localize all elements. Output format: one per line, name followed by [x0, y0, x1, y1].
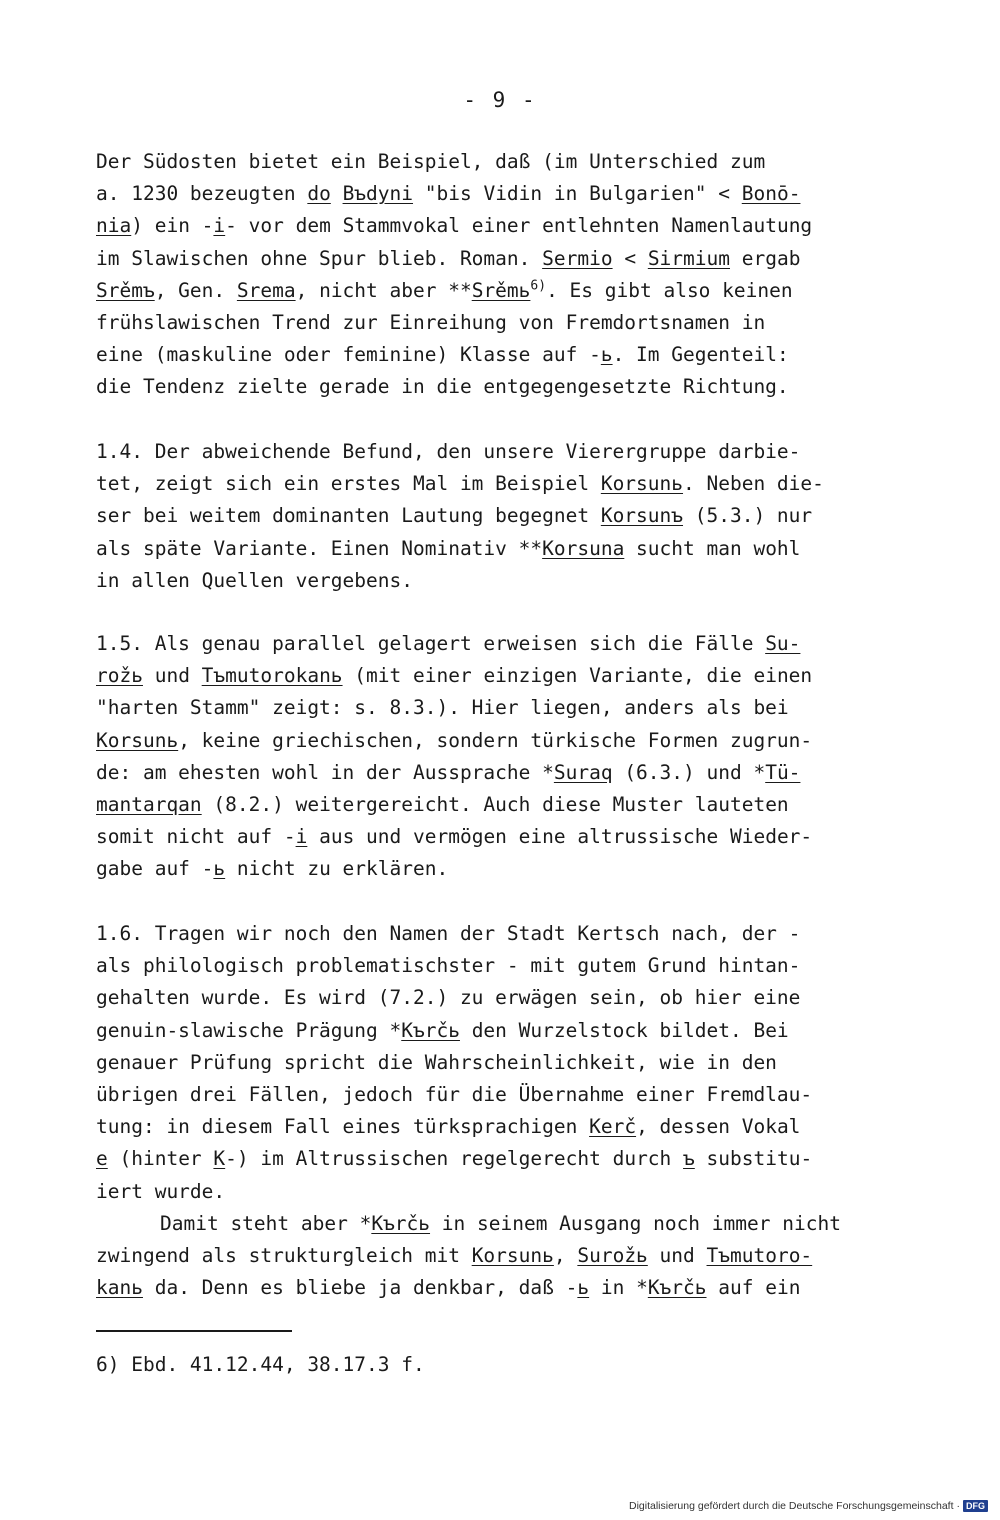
text-line [96, 178, 916, 210]
text-span: ergab [730, 246, 801, 270]
text-span: genauer Prüfung spricht die Wahrscheinlichkeit, wie in den [96, 1050, 777, 1074]
text-span: und [647, 1243, 707, 1267]
text-span: (5.3.) nur [683, 504, 813, 528]
text-line [96, 371, 916, 403]
text-span: , dessen Vokal [636, 1115, 801, 1139]
text-span: den Wurzelstock bildet. Bei [459, 1018, 789, 1042]
text-span: . Neben die- [683, 472, 824, 496]
cited-form: Korsuna [542, 536, 625, 560]
text-span: tet, zeigt sich ein erstes Mal im Beispiel [96, 472, 601, 496]
text-span: iert wurde. [96, 1179, 226, 1203]
cited-form: Bonō- [741, 182, 801, 206]
text-line [96, 660, 916, 692]
text-line [96, 1272, 916, 1304]
text-line [96, 533, 916, 565]
text-span: übrigen drei Fällen, jedoch für die Übernahme einer Fremdlau- [96, 1082, 813, 1106]
text-span: tung: in diesem Fall eines türksprachigen [96, 1115, 590, 1139]
text-line [96, 1015, 916, 1047]
text-line [96, 468, 916, 500]
text-line [96, 275, 916, 307]
cited-form: kanь [96, 1276, 143, 1300]
text-span: substitu- [694, 1147, 813, 1171]
text-span: sucht man wohl [624, 536, 801, 560]
footnote-ref: 6) [530, 278, 547, 294]
text-line [96, 853, 916, 885]
text-span: "harten Stamm" zeigt: s. 8.3.). Hier liegen, anders als bei [96, 696, 789, 720]
text-span: somit nicht auf - [96, 825, 296, 849]
text-line [96, 339, 916, 371]
text-span: frühslawischen Trend zur Einreihung von Fremdortsnamen in [96, 310, 766, 334]
text-span: (mit einer einzigen Variante, die einen [342, 664, 813, 688]
credit-separator: · [956, 1500, 960, 1512]
text-line [96, 1079, 916, 1111]
cited-form: Kъrčь [647, 1276, 707, 1300]
cited-form: Korsunь [471, 1243, 554, 1267]
cited-form: Srěmь [471, 278, 531, 302]
credit-text: Digitalisierung gefördert durch die Deutsche Forschungsgemeinschaft [628, 1500, 954, 1512]
text-line [96, 146, 916, 178]
text-span: im Slawischen ohne Spur blieb. Roman. [96, 246, 543, 270]
text-span: , [553, 1243, 578, 1267]
text-line [96, 821, 916, 853]
cited-form: rožь [96, 664, 143, 688]
text-span: 1.5. Als genau parallel gelagert erweisen sich die Fälle [96, 632, 766, 655]
paragraph-1-6 [96, 918, 916, 1304]
cited-form: Srěmъ [96, 278, 155, 302]
text-line [96, 725, 916, 757]
text-span: da. Denn es bliebe ja denkbar, daß - [142, 1276, 578, 1300]
text-line [96, 436, 916, 468]
cited-form: nia [96, 214, 132, 238]
cited-form: i [213, 214, 226, 238]
cited-form: K [213, 1147, 226, 1171]
text-span: < [612, 246, 648, 270]
text-span: -) im Altrussischen regelgerecht durch [225, 1147, 684, 1171]
text-span: ser bei weitem dominanten Lautung begegnet [96, 504, 601, 528]
text-span: zwingend als strukturgleich mit [96, 1243, 472, 1267]
text-span: genuin-slawische Prägung * [96, 1018, 402, 1042]
cited-form: Kъrčь [371, 1211, 431, 1235]
text-span: in seinem Ausgang noch immer nicht [430, 1211, 841, 1235]
text-span: als späte Variante. Einen Nominativ ** [96, 536, 543, 560]
text-line [96, 500, 916, 532]
text-span: de: am ehesten wohl in der Aussprache * [96, 760, 554, 784]
text-line [96, 1111, 916, 1143]
paragraph-1-5 [96, 628, 916, 886]
cited-form: Bъdyni [342, 182, 414, 206]
text-span: . Es gibt also keinen [546, 278, 793, 302]
text-span: gabe auf - [96, 857, 214, 881]
cited-form: mantarqan [96, 792, 202, 816]
text-span: (8.2.) weitergereicht. Auch diese Muster lauteten [201, 792, 789, 816]
text-line [96, 307, 916, 339]
text-span: (hinter [107, 1147, 214, 1171]
text-span: 1.4. Der abweichende Befund, den unsere Vierergruppe darbie- [96, 440, 801, 463]
text-span: (6.3.) und * [612, 760, 766, 784]
text-line [96, 692, 916, 724]
text-span: auf ein [706, 1276, 801, 1300]
text-span: Der Südosten bietet ein Beispiel, daß (im Unterschied zum [96, 150, 766, 173]
text-span: , Gen. [154, 278, 237, 302]
text-span: als philologisch problematischster - mit gutem Grund hintan- [96, 954, 801, 978]
text-line [96, 565, 916, 597]
cited-form: do [307, 182, 331, 206]
text-span: in * [589, 1276, 648, 1300]
page-number: - 9 - [463, 88, 537, 112]
cited-form: ь [213, 857, 226, 881]
text-span: , keine griechischen, sondern türkische Formen zugrun- [178, 728, 813, 752]
text-line [96, 982, 916, 1014]
cited-form: ь [577, 1276, 590, 1300]
cited-form: ь [600, 343, 613, 367]
text-line [96, 210, 916, 242]
text-line [96, 243, 916, 275]
cited-form: Sirmium [647, 246, 730, 270]
text-span: aus und vermögen eine altrussische Wieder- [307, 825, 813, 849]
text-span: nicht zu erklären. [225, 857, 449, 881]
cited-form: Kъrčь [401, 1018, 460, 1042]
text-span: . Im Gegenteil: [612, 343, 789, 367]
text-line [96, 1208, 916, 1240]
text-span: ) ein - [131, 214, 214, 238]
text-span: , nicht aber ** [295, 278, 472, 302]
digitization-credit [629, 1500, 988, 1512]
text-span: gehalten wurde. Es wird (7.2.) zu erwägen sein, ob hier eine [96, 986, 801, 1010]
cited-form: ъ [683, 1147, 695, 1171]
cited-form: Korsunь [600, 472, 684, 496]
text-line [96, 1176, 916, 1208]
text-line [96, 1240, 916, 1272]
cited-form: Tъmutorokanь [201, 664, 343, 688]
cited-form: Korsunь [96, 728, 179, 752]
cited-form: Suraq [553, 760, 613, 784]
text-line [96, 628, 916, 660]
footnote-divider [96, 1330, 292, 1332]
cited-form: e [96, 1147, 108, 1171]
footnote: 6) Ebd. 41.12.44, 38.17.3 f. [96, 1353, 425, 1376]
paragraph-1 [96, 146, 916, 404]
cited-form: Surožь [577, 1243, 648, 1267]
text-span: die Tendenz zielte gerade in die entgegengesetzte Richtung. [96, 375, 789, 399]
text-line [96, 789, 916, 821]
text-span: - vor dem Stammvokal einer entlehnten Namenlautung [225, 214, 813, 238]
text-span: Damit steht aber * [160, 1211, 372, 1235]
cited-form: i [295, 825, 308, 849]
cited-form: Srema [236, 278, 296, 302]
text-span: 1.6. Tragen wir noch den Namen der Stadt Kertsch nach, der - [96, 922, 801, 945]
text-span: "bis Vidin in Bulgarien" < [413, 182, 742, 206]
text-line [96, 1143, 916, 1175]
text-line [96, 950, 916, 982]
text-span: eine (maskuline oder feminine) Klasse auf - [96, 343, 601, 367]
cited-form: Kerč [589, 1115, 637, 1139]
cited-form: Korsunъ [600, 504, 684, 528]
text-line [96, 1047, 916, 1079]
text-span: a. 1230 bezeugten [96, 182, 308, 206]
cited-form: Tü- [765, 760, 801, 784]
text-span: und [142, 664, 202, 688]
text-line [96, 757, 916, 789]
paragraph-1-4 [96, 436, 916, 597]
text-span: in allen Quellen vergebens. [96, 568, 413, 592]
cited-form: Tъmutoro- [706, 1243, 813, 1267]
text-span [331, 182, 343, 205]
cited-form: Sermio [542, 246, 613, 270]
dfg-logo-icon: DFG [963, 1500, 988, 1512]
text-line [96, 918, 916, 950]
cited-form: Su- [765, 632, 801, 655]
